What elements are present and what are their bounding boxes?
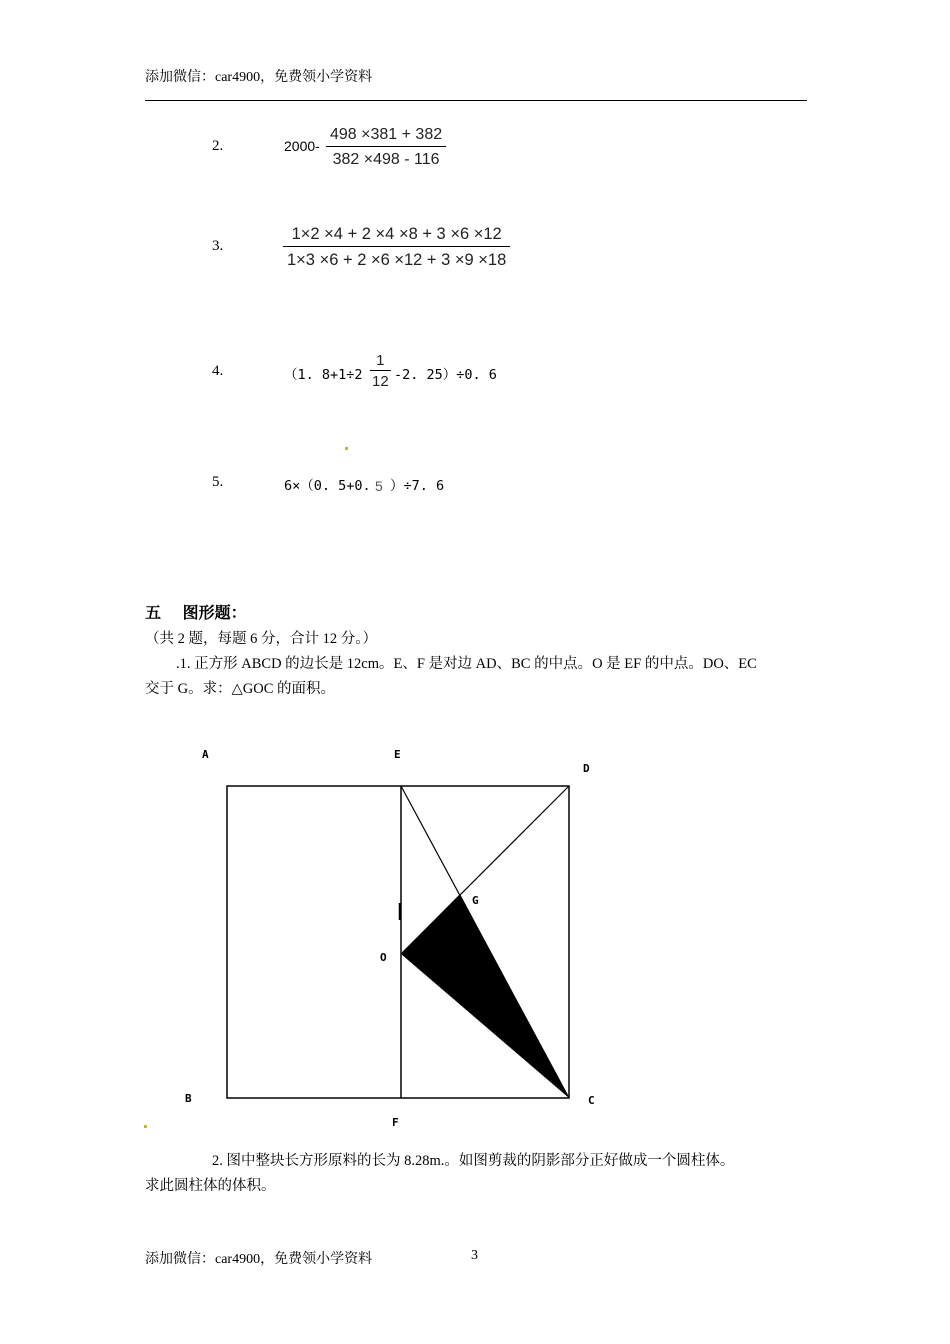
problem-2-prefix: 2000-	[284, 138, 320, 154]
problem-4-frac-num: 1	[376, 352, 385, 369]
problem-5-after: ）÷7. 6	[390, 478, 445, 494]
label-f: F	[392, 1116, 399, 1129]
page-number: 3	[471, 1248, 478, 1263]
problem-2-number: 2.	[212, 138, 224, 154]
question-1-line-2: 交于 G。求：△GOC 的面积。	[145, 681, 335, 697]
triangle-goc	[401, 894, 569, 1098]
problem-4-number: 4.	[212, 363, 224, 379]
problem-5-frac-den: 5	[375, 478, 383, 494]
label-b: B	[185, 1092, 192, 1105]
label-e: E	[394, 748, 401, 761]
problem-2-denominator: 382 ×498 - 116	[332, 151, 440, 168]
problem-5-number: 5.	[212, 474, 224, 490]
question-2-line-1: 2. 图中整块长方形原料的长为 8.28m.。如图剪裁的阴影部分正好做成一个圆柱体。	[212, 1153, 735, 1169]
stray-dot-2	[144, 1125, 147, 1128]
label-c: C	[588, 1094, 595, 1107]
page-footer: 添加微信：car4900，免费领小学资料	[145, 1252, 373, 1267]
question-1-line-1: .1. 正方形 ABCD 的边长是 12cm。E、F 是对边 AD、BC 的中点。O 是 EF 的中点。DO、EC	[176, 656, 757, 672]
problem-4-frac-den: 12	[372, 373, 389, 390]
label-o: O	[380, 951, 387, 964]
problem-5-before: 6×（0. 5+0.	[284, 478, 371, 494]
problem-2-numerator: 498 ×381 + 382	[330, 126, 443, 143]
label-g: G	[472, 894, 479, 907]
problem-3-denominator: 1×3 ×6 + 2 ×6 ×12 + 3 ×9 ×18	[287, 251, 507, 269]
question-2-line-2: 求此圆柱体的体积。	[145, 1178, 276, 1194]
section-subtitle: （共 2 题，每题 6 分，合计 12 分。）	[145, 631, 377, 647]
problem-3-number: 3.	[212, 238, 224, 254]
problem-4-after: -2. 25）÷0. 6	[394, 367, 497, 383]
page-header: 添加微信：car4900，免费领小学资料	[145, 70, 373, 85]
problem-4-before: （1. 8+1÷2	[284, 367, 363, 383]
label-a: A	[202, 748, 209, 761]
section-title: 五 图形题：	[145, 603, 247, 622]
label-d: D	[583, 762, 590, 775]
problem-3-numerator: 1×2 ×4 + 2 ×4 ×8 + 3 ×6 ×12	[291, 225, 502, 243]
